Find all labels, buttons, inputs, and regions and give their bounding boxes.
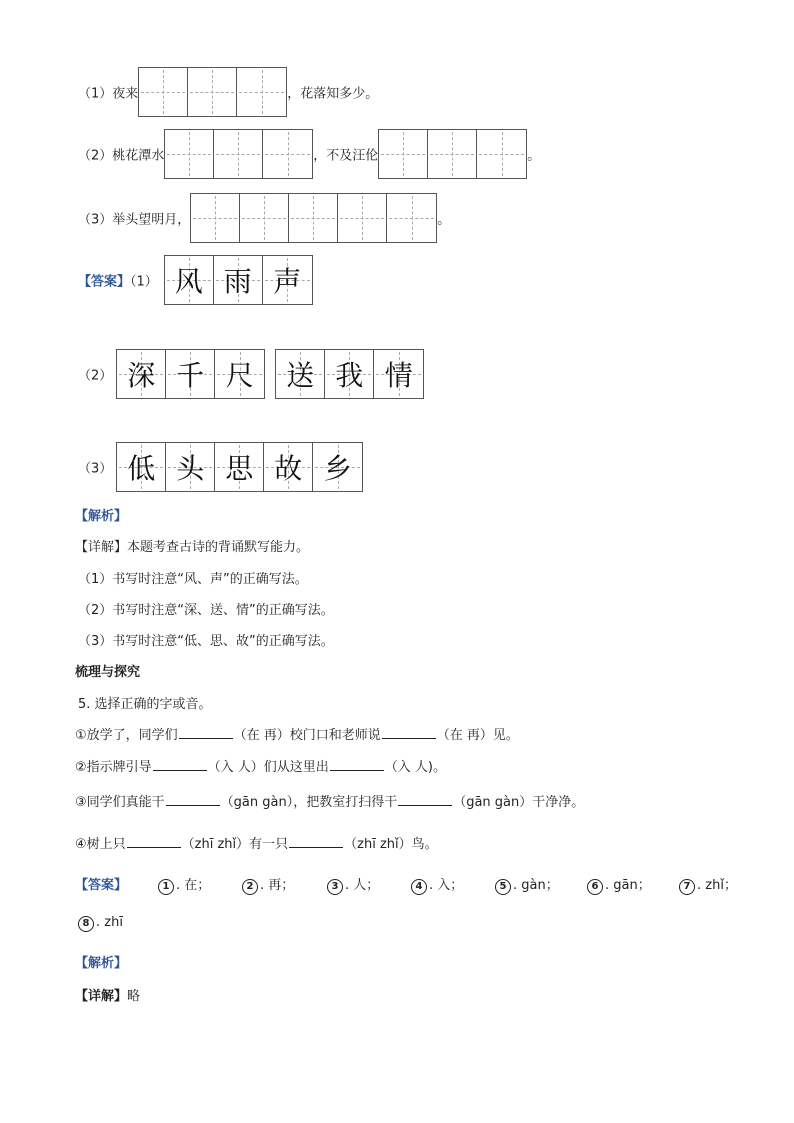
answer-char: 尺	[225, 359, 254, 392]
answer-char-cell	[263, 256, 312, 304]
answer-2-grid-a	[116, 349, 265, 399]
answer-1	[78, 255, 313, 305]
answer5-text: . 人；	[345, 878, 380, 893]
answer-char-cell	[276, 350, 325, 398]
q5-item-2-b: （入 人）们从这里出	[207, 760, 329, 775]
answer-char-cell	[215, 443, 264, 491]
answer5-item	[158, 874, 210, 895]
q5-item-3-c: （gān gàn）干净净。	[453, 795, 585, 810]
answer-1-label: （1）	[130, 274, 158, 290]
answer-char-cell	[117, 443, 166, 491]
grid-cell	[191, 194, 240, 242]
grid-cell	[387, 194, 436, 242]
answer-char: 故	[274, 452, 303, 485]
answer-char-cell	[166, 443, 215, 491]
q5-item-2-a: ②指示牌引导	[75, 760, 152, 775]
answer-char-cell	[166, 350, 215, 398]
answer-char: 送	[286, 359, 315, 392]
answer5-text: . gān；	[605, 878, 651, 893]
answer-blank	[179, 726, 233, 739]
analysis-tag: 【解析】	[75, 509, 128, 524]
q1-suffix: ，花落知多少。	[287, 86, 379, 102]
circled-number: 6	[587, 879, 603, 895]
circled-number: 8	[78, 916, 94, 932]
answer-char: 乡	[323, 452, 352, 485]
analysis-note-3: （3）书写时注意“低、思、故”的正确写法。	[78, 634, 334, 649]
answer-char: 风	[174, 265, 203, 298]
grid-cell	[263, 130, 312, 178]
answer-blank	[382, 726, 436, 739]
answer5-text: . gàn；	[513, 878, 559, 893]
answer-char-cell	[325, 350, 374, 398]
q5-item-4-a: ④树上只	[75, 837, 126, 852]
grid-cell	[237, 68, 286, 116]
grid-cell	[139, 68, 188, 116]
answer-3	[78, 442, 363, 492]
q2-answer-grid-a	[164, 129, 313, 179]
q5-item-1-a: ①放学了，同学们	[75, 728, 178, 743]
answer-blank	[127, 835, 181, 848]
grid-cell	[379, 130, 428, 178]
answer-char: 雨	[223, 265, 252, 298]
answer5-text: . 再；	[260, 878, 295, 893]
answer-blank	[330, 758, 384, 771]
q1-answer-grid	[138, 67, 287, 117]
q2-middle: ，不及汪伦	[313, 148, 379, 164]
answer5-item	[327, 874, 379, 895]
detail-tag: 【详解】	[75, 989, 128, 1004]
circled-number: 7	[679, 879, 695, 895]
answer-char-cell	[117, 350, 166, 398]
q5-item-2	[75, 756, 446, 775]
answer-blank	[166, 793, 220, 806]
grid-cell	[240, 194, 289, 242]
answer-blank	[289, 835, 343, 848]
answer-tag: 【答案】	[78, 274, 131, 290]
answer-blank	[153, 758, 207, 771]
analysis-note-2: （2）书写时注意“深、送、情”的正确写法。	[78, 603, 334, 618]
answer-1-grid	[164, 255, 313, 305]
answer5-text: . 入；	[429, 878, 464, 893]
answer5-item	[587, 874, 651, 895]
answer5-item	[242, 874, 294, 895]
q2-answer-grid-b	[378, 129, 527, 179]
answer-char: 低	[127, 452, 156, 485]
q1-prefix: （1）夜来	[78, 86, 139, 102]
grid-cell	[188, 68, 237, 116]
answer-2-label: （2）	[78, 368, 113, 384]
circled-number: 4	[411, 879, 427, 895]
analysis2-tag: 【解析】	[75, 956, 128, 971]
question-3	[78, 193, 450, 243]
circled-number: 1	[158, 879, 174, 895]
answer-char-cell	[374, 350, 423, 398]
grid-cell	[428, 130, 477, 178]
answer-char: 千	[176, 359, 205, 392]
grid-cell	[214, 130, 263, 178]
answer-char: 深	[127, 359, 156, 392]
q5-item-2-c: （入 人)。	[384, 760, 447, 775]
analysis-note-1: （1）书写时注意“风、声”的正确写法。	[78, 572, 308, 587]
q2-suffix: 。	[527, 148, 541, 164]
answer-3-grid	[116, 442, 363, 492]
circled-number: 3	[327, 879, 343, 895]
answer5-item	[679, 874, 737, 895]
answer-2-grid-b	[275, 349, 424, 399]
answer-char-cell	[215, 350, 264, 398]
answer-char: 思	[225, 452, 254, 485]
answer-char: 情	[384, 359, 413, 392]
q3-prefix: （3）举头望明月，	[78, 212, 191, 228]
q5-item-4-c: （zhī zhǐ）鸟。	[344, 837, 438, 852]
q5-item-4-b: （zhī zhǐ）有一只	[181, 837, 289, 852]
q2-prefix: （2）桃花潭水	[78, 148, 165, 164]
question-2	[78, 129, 540, 179]
q5-item-4	[75, 833, 438, 852]
q5-title: 5. 选择正确的字或音。	[78, 697, 212, 712]
grid-cell	[338, 194, 387, 242]
answer5-tag: 【答案】	[75, 878, 128, 893]
answer-blank	[398, 793, 452, 806]
answer5-item	[495, 874, 559, 895]
answer5-item	[411, 874, 463, 895]
analysis2-detail	[75, 985, 140, 1004]
answer5-text: . 在；	[176, 878, 211, 893]
grid-cell	[165, 130, 214, 178]
answer-char-cell	[214, 256, 263, 304]
q5-item-1	[75, 724, 519, 743]
grid-cell	[289, 194, 338, 242]
answer5-text: . zhī	[96, 915, 123, 930]
question-1	[78, 67, 378, 117]
answer5-item	[78, 915, 123, 932]
q5-item-3-b: （gān gàn），把教室打扫得干	[220, 795, 398, 810]
answer-3-label: （3）	[78, 461, 113, 477]
answer-char: 我	[335, 359, 364, 392]
answer5-text: . zhǐ；	[697, 878, 737, 893]
circled-number: 5	[495, 879, 511, 895]
section-title: 梳理与探究	[75, 665, 141, 680]
q3-suffix: 。	[437, 212, 451, 228]
answer-char: 声	[273, 265, 302, 298]
answer-char-cell	[313, 443, 362, 491]
answer-char-cell	[165, 256, 214, 304]
q3-answer-grid	[190, 193, 437, 243]
circled-number: 2	[242, 879, 258, 895]
q5-item-3	[75, 791, 584, 810]
q5-item-3-a: ③同学们真能干	[75, 795, 165, 810]
detail-text: 略	[127, 989, 141, 1004]
q5-item-1-b: （在 再）校门口和老师说	[233, 728, 381, 743]
answer-char-cell	[264, 443, 313, 491]
answer-2	[78, 349, 424, 399]
q5-item-1-c: （在 再）见。	[436, 728, 519, 743]
answer-char: 头	[176, 452, 205, 485]
analysis-detail: 【详解】本题考查古诗的背诵默写能力。	[75, 540, 310, 555]
grid-cell	[477, 130, 526, 178]
